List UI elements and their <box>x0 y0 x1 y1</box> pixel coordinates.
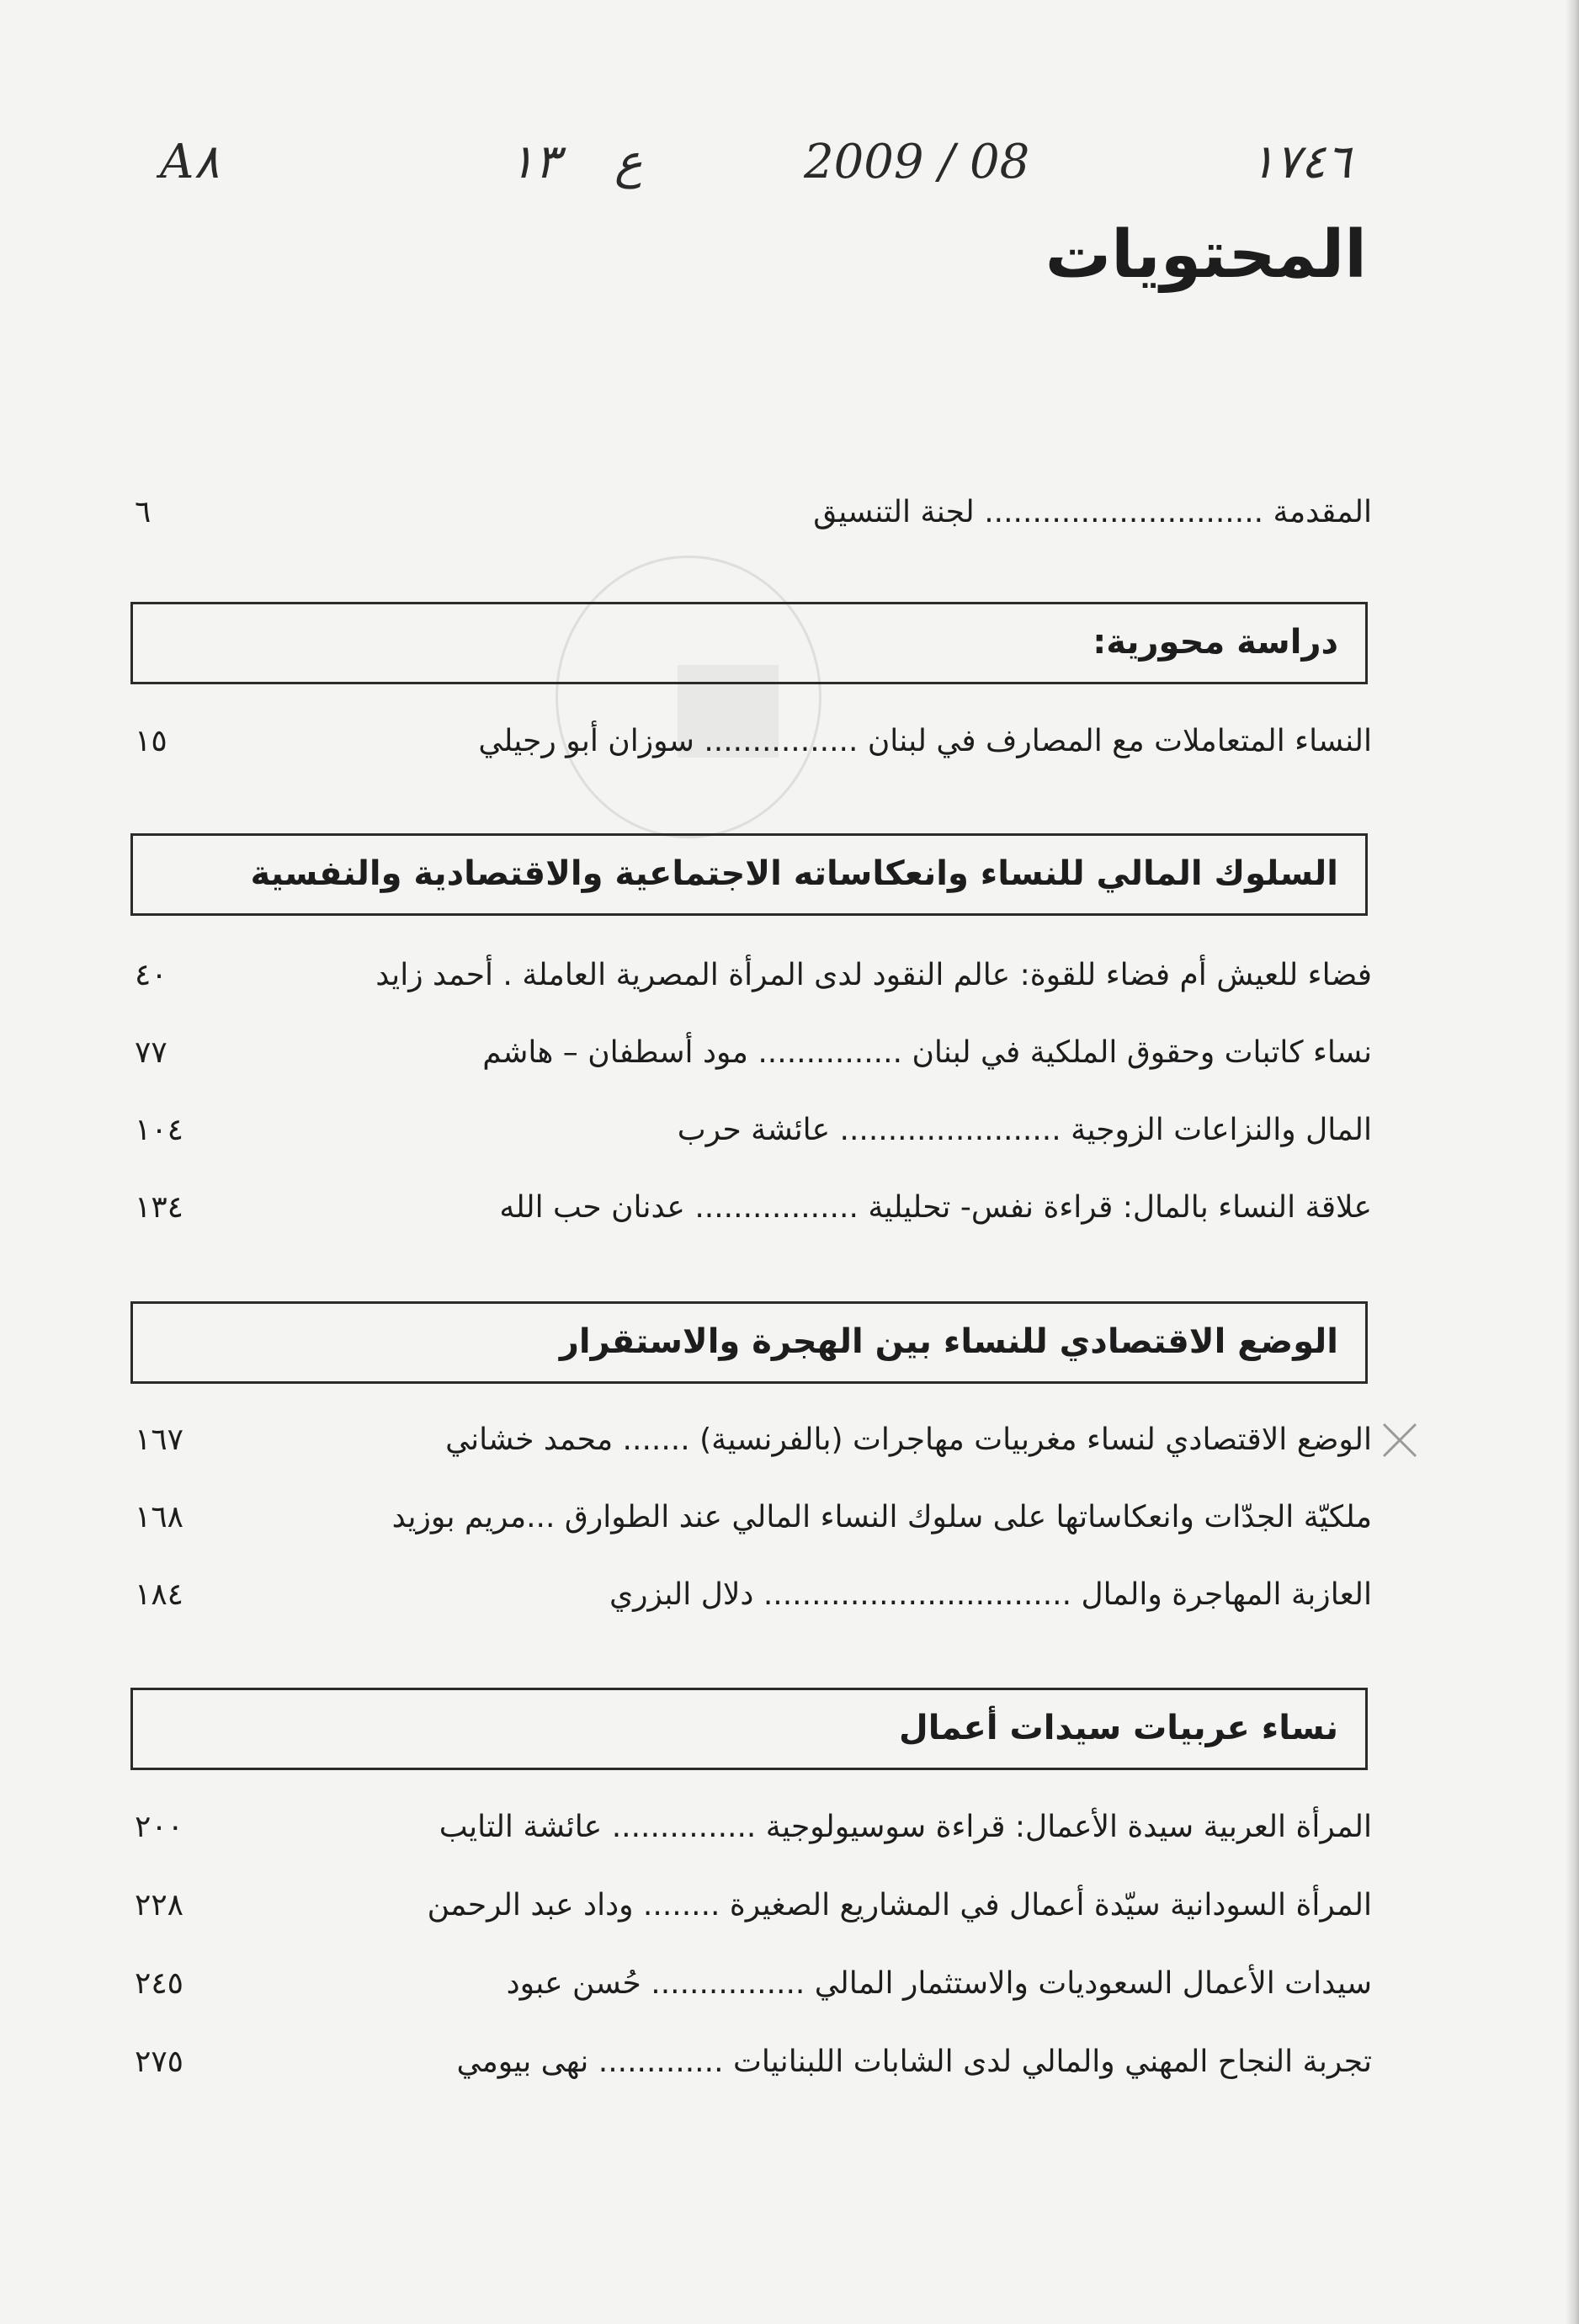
page-edge-shadow <box>1566 0 1579 2324</box>
section-heading: الوضع الاقتصادي للنساء بين الهجرة والاستقرار <box>559 1322 1338 1361</box>
toc-page-number: ١٥ <box>135 724 167 758</box>
toc-row <box>135 1190 1372 1241</box>
toc-page-number: ١٨٤ <box>135 1577 184 1612</box>
pencil-x-mark-icon <box>1380 1421 1419 1460</box>
toc-entry-text: نساء كاتبات وحقوق الملكية في لبنان ............... مود أسطفان – هاشم <box>482 1035 1372 1070</box>
handwritten-ref: A٨ <box>160 135 220 189</box>
toc-entry-text: تجربة النجاح المهني والمالي لدى الشابات اللبنانيات ............. نهى بيومي <box>456 2045 1372 2079</box>
toc-row <box>135 724 1372 774</box>
toc-entry-text: النساء المتعاملات مع المصارف في لبنان ................ سوزان أبو رجيلي <box>478 724 1372 758</box>
section-heading: دراسة محورية: <box>1093 623 1338 662</box>
toc-row <box>135 1966 1372 2017</box>
section-heading: السلوك المالي للنساء وانعكاساته الاجتماعية والاقتصادية والنفسية <box>250 854 1338 893</box>
toc-row <box>135 958 1372 1008</box>
page-title: المحتويات <box>1045 217 1367 293</box>
toc-row <box>135 1500 1372 1550</box>
intro-row <box>135 495 1372 545</box>
toc-entry-text: المرأة السودانية سيّدة أعمال في المشاريع الصغيرة ........ وداد عبد الرحمن <box>427 1888 1372 1922</box>
handwritten-code: ١٧٤٦ <box>1250 135 1352 189</box>
handwritten-letter: ع <box>614 135 643 189</box>
toc-row <box>135 1423 1372 1473</box>
toc-page-number: ١٦٧ <box>135 1423 184 1457</box>
toc-entry-text: ملكيّة الجدّات وانعكاساتها على سلوك النساء المالي عند الطوارق ...مريم بوزيد <box>391 1500 1372 1534</box>
toc-row <box>135 1577 1372 1628</box>
toc-row <box>135 1113 1372 1163</box>
toc-entry-text: علاقة النساء بالمال: قراءة نفس- تحليلية ................. عدنان حب الله <box>499 1190 1372 1225</box>
handwritten-date: 2009 / 08 <box>804 135 1030 189</box>
section-heading-box <box>130 833 1368 916</box>
handwritten-number: ١٣ <box>509 135 561 189</box>
toc-row <box>135 1035 1372 1086</box>
toc-entry-text: المال والنزاعات الزوجية ....................... عائشة حرب <box>677 1113 1372 1147</box>
toc-page-number: ٦ <box>135 495 152 529</box>
toc-entry-text: فضاء للعيش أم فضاء للقوة: عالم النقود لدى المرأة المصرية العاملة . أحمد زايد <box>375 958 1372 992</box>
toc-page-number: ٢٤٥ <box>135 1966 184 2001</box>
toc-page-number: ١٠٤ <box>135 1113 184 1147</box>
toc-row <box>135 1810 1372 1860</box>
toc-page-number: ٧٧ <box>135 1035 167 1070</box>
toc-page-number: ٤٠ <box>135 958 167 992</box>
toc-entry-text: الوضع الاقتصادي لنساء مغربيات مهاجرات (بالفرنسية) ....... محمد خشاني <box>445 1423 1372 1457</box>
toc-entry-text: المرأة العربية سيدة الأعمال: قراءة سوسيولوجية ............... عائشة التايب <box>439 1810 1372 1844</box>
section-heading-box <box>130 1688 1368 1770</box>
toc-page-number: ١٦٨ <box>135 1500 184 1534</box>
toc-page-number: ٢٧٥ <box>135 2045 184 2079</box>
section-heading-box <box>130 1301 1368 1384</box>
toc-entry-text: سيدات الأعمال السعوديات والاستثمار المالي ................ حُسن عبود <box>506 1966 1372 2001</box>
toc-entry-text: المقدمة ............................. لجنة التنسيق <box>813 495 1372 529</box>
toc-page-number: ١٣٤ <box>135 1190 184 1225</box>
toc-row <box>135 1888 1372 1938</box>
toc-page-number: ٢٠٠ <box>135 1810 184 1844</box>
section-heading: نساء عربيات سيدات أعمال <box>899 1709 1338 1747</box>
toc-page-number: ٢٢٨ <box>135 1888 184 1922</box>
toc-entry-text: العازبة المهاجرة والمال ................................ دلال البزري <box>609 1577 1372 1612</box>
section-heading-box <box>130 602 1368 684</box>
toc-row <box>135 2045 1372 2095</box>
